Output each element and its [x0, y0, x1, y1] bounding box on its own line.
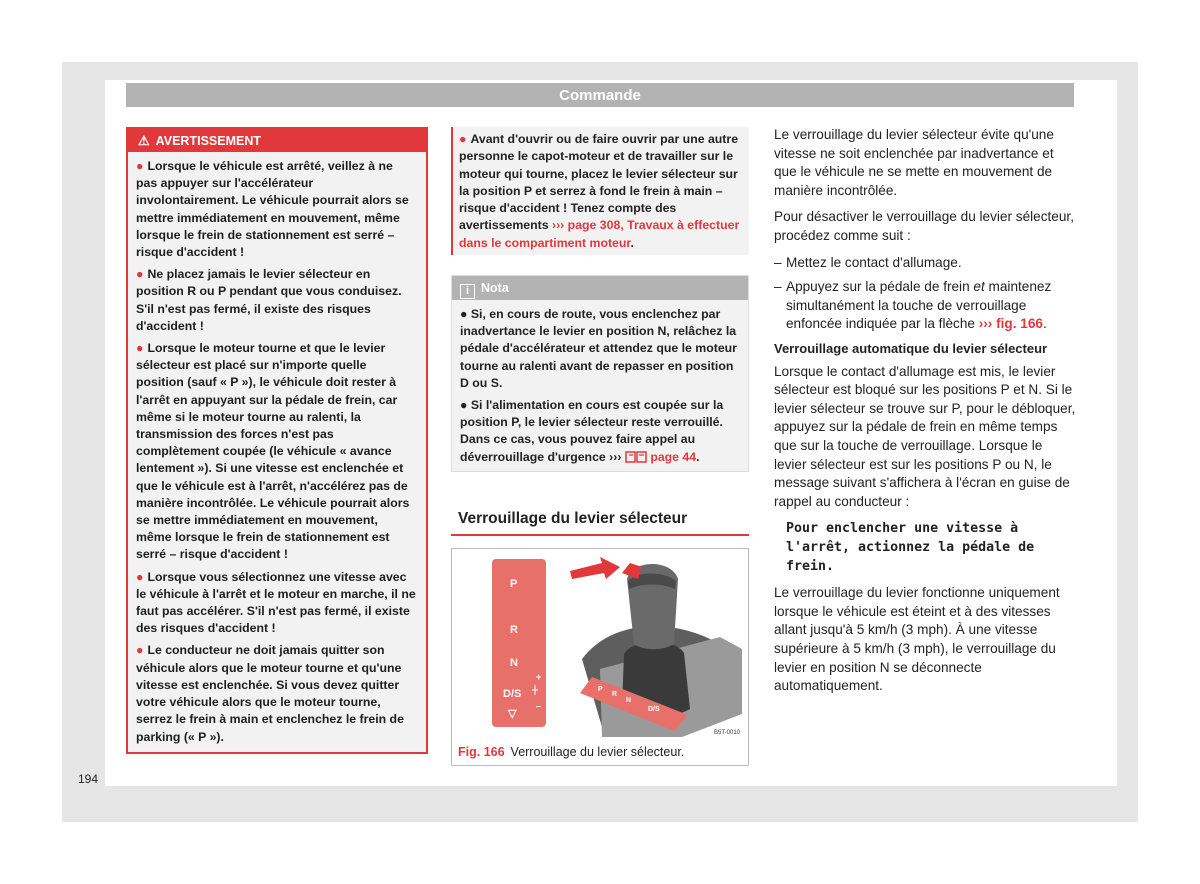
- warning-header: [128, 129, 426, 152]
- plate-label-r: R: [612, 691, 618, 698]
- bullet-icon: ●: [136, 643, 144, 658]
- plate-label-p: P: [598, 686, 603, 693]
- warning-continued-box: ● Avant d'ouvrir ou de faire ouvrir par une autre personne le capot-moteur et de travailler sur le moteur qui tourne, placez le levier sélecteur sur la position P et serrez à fond le frein à main – risque d'accident ! Tenez compte des avertissements ››› page 308, Travaux à effectuer dans le compartiment moteur.: [451, 127, 749, 255]
- warning-triangle-icon: ⚠: [138, 133, 150, 148]
- figure-caption-label: Fig. 166: [458, 745, 505, 759]
- gear-p-label: P: [510, 578, 518, 590]
- page-reference-link[interactable]: ››› page 308, Travaux à effectuer dans le compartiment moteur: [459, 218, 740, 250]
- bullet-icon: ●: [136, 569, 144, 584]
- display-message: Pour enclencher une vitesse à l'arrêt, actionnez la pédale de frein.: [786, 521, 1035, 575]
- nota-title: Nota: [481, 281, 509, 295]
- gear-n-label: N: [510, 657, 518, 669]
- section-title: Verrouillage du levier sélecteur: [451, 510, 749, 536]
- gear-down-label: ▽: [508, 708, 517, 720]
- paragraph: Pour désactiver le verrouillage du levier sélecteur, procédez comme suit :: [774, 209, 1074, 243]
- paragraph: Le verrouillage du levier sélecteur évite qu'une vitesse ne soit enclenchée par inadvertance et que le véhicule ne se mette en mouvement de manière incontrôlée.: [774, 127, 1054, 198]
- nota-box: [451, 275, 749, 472]
- plate-label-n: N: [626, 697, 632, 704]
- warning-item: ● Lorsque le moteur tourne et que le levier sélecteur est placé sur n'importe quelle position (sauf « P »), le véhicule doit rester à l'arrêt en appuyant sur la pédale de frein, car même si le moteur tourne au ralenti, la transmission des forces n'est pas complètement coupée (le véhicule « avance lentement »). Si une vitesse est enclenchée et que le véhicule est à l'arrêt, n'accélérez pas de manière incontrôlée. Le véhicule pourrait alors se mettre immédiatement en mouvement, même lorsque le frein de stationnement est serré – risque d'accident !: [136, 341, 410, 562]
- figure-caption-text: Verrouillage du levier sélecteur.: [510, 745, 685, 759]
- step-item: – Mettez le contact d'allumage.: [774, 254, 962, 270]
- figure-reference-link[interactable]: ››› fig. 166: [978, 316, 1043, 332]
- figure-166: [451, 548, 749, 766]
- page-header: Commande: [126, 83, 1074, 107]
- gear-r-label: R: [510, 624, 518, 636]
- nota-item: ● Si l'alimentation en cours est coupée sur la position P, le levier sélecteur reste verrouillé. Dans ce cas, vous pouvez faire appel au déverrouillage d'urgence ››› page 44.: [460, 398, 724, 464]
- warning-item: ● Ne placez jamais le levier sélecteur en position R ou P pendant que vous conduisez. S'il n'est pas fermé, il existe des risques d'accident !: [136, 267, 402, 333]
- warning-item: ● Lorsque le véhicule est arrêté, veillez à ne pas appuyer sur l'accélérateur involontairement. Le véhicule pourrait alors se mettre immédiatement en mouvement, même lorsque le frein de stationnement est serré – risque d'accident !: [136, 159, 409, 260]
- info-icon: i: [460, 284, 475, 299]
- warning-list: [128, 152, 426, 746]
- warning-continued-text: Avant d'ouvrir ou de faire ouvrir par une autre personne le capot-moteur et de travailler sur le moteur qui tourne, placez le levier sélecteur sur la position P et serrez à fond le frein à main – risque d'accident ! Tenez compte des avertissements: [459, 132, 739, 233]
- figure-code: B5T-0010: [714, 730, 741, 736]
- page-number: 194: [78, 772, 99, 786]
- paragraph: Lorsque le contact d'allumage est mis, le levier sélecteur est bloqué sur les positions P et N. Si le levier sélecteur se trouve sur P, pour le débloquer, appuyez sur la pédale de frein en même temps que sur la touche de verrouillage. Lorsque le levier sélecteur est sur les positions P ou N, le message suivant s'affichera à l'écran en guise de rappel au conducteur :: [774, 363, 1076, 509]
- page-reference-link[interactable]: page 44: [650, 449, 697, 464]
- warning-title: AVERTISSEMENT: [155, 134, 261, 148]
- minus-label: –: [536, 701, 542, 711]
- subheading: Verrouillage automatique du levier sélecteur: [774, 340, 1048, 356]
- paragraph: Le verrouillage du levier fonctionne uniquement lorsque le véhicule est éteint et à des vitesses allant jusqu'à 5 km/h (3 mph). À une vitesse supérieure à 5 km/h (3 mph), le verrouillage du levier en position N se déconnecte automatiquement.: [774, 585, 1060, 694]
- gear-selector-illustration: [452, 549, 748, 739]
- bullet-icon: ●: [136, 267, 144, 282]
- gear-ds-label: D/S: [503, 688, 522, 700]
- bullet-icon: ●: [459, 132, 467, 146]
- plate-label-ds: D/S: [648, 706, 660, 713]
- bullet-icon: ●: [136, 159, 144, 173]
- nota-item: ● Si, en cours de route, vous enclenchez par inadvertance le levier en position N, relâchez la pédale d'accélérateur et attendez que le moteur tourne au ralenti avant de repasser en position D ou S.: [460, 307, 737, 390]
- right-column: [774, 126, 1076, 704]
- step-item: – Appuyez sur la pédale de frein et maintenez simultanément la touche de verrouillage enfoncée indiquée par la flèche ››› fig. 166.: [774, 279, 1052, 332]
- warning-box: [126, 127, 428, 754]
- bullet-icon: ●: [136, 341, 144, 356]
- nota-header: [452, 276, 748, 300]
- book-reference-icon: [625, 450, 647, 463]
- warning-item: ● Lorsque vous sélectionnez une vitesse avec le véhicule à l'arrêt et le moteur en marche, il ne faut pas accélérer. S'il n'est pas fermé, il existe des risques d'accident !: [136, 569, 416, 636]
- figure-caption: [458, 745, 684, 759]
- plus-label: +: [536, 672, 542, 682]
- warning-item: ● Le conducteur ne doit jamais quitter son véhicule alors que le moteur tourne et qu'une vitesse est enclenchée. Si vous devez quitter votre véhicule alors que le moteur tourne, serrez le frein à main et enclenchez le frein de parking (« P »).: [136, 643, 404, 744]
